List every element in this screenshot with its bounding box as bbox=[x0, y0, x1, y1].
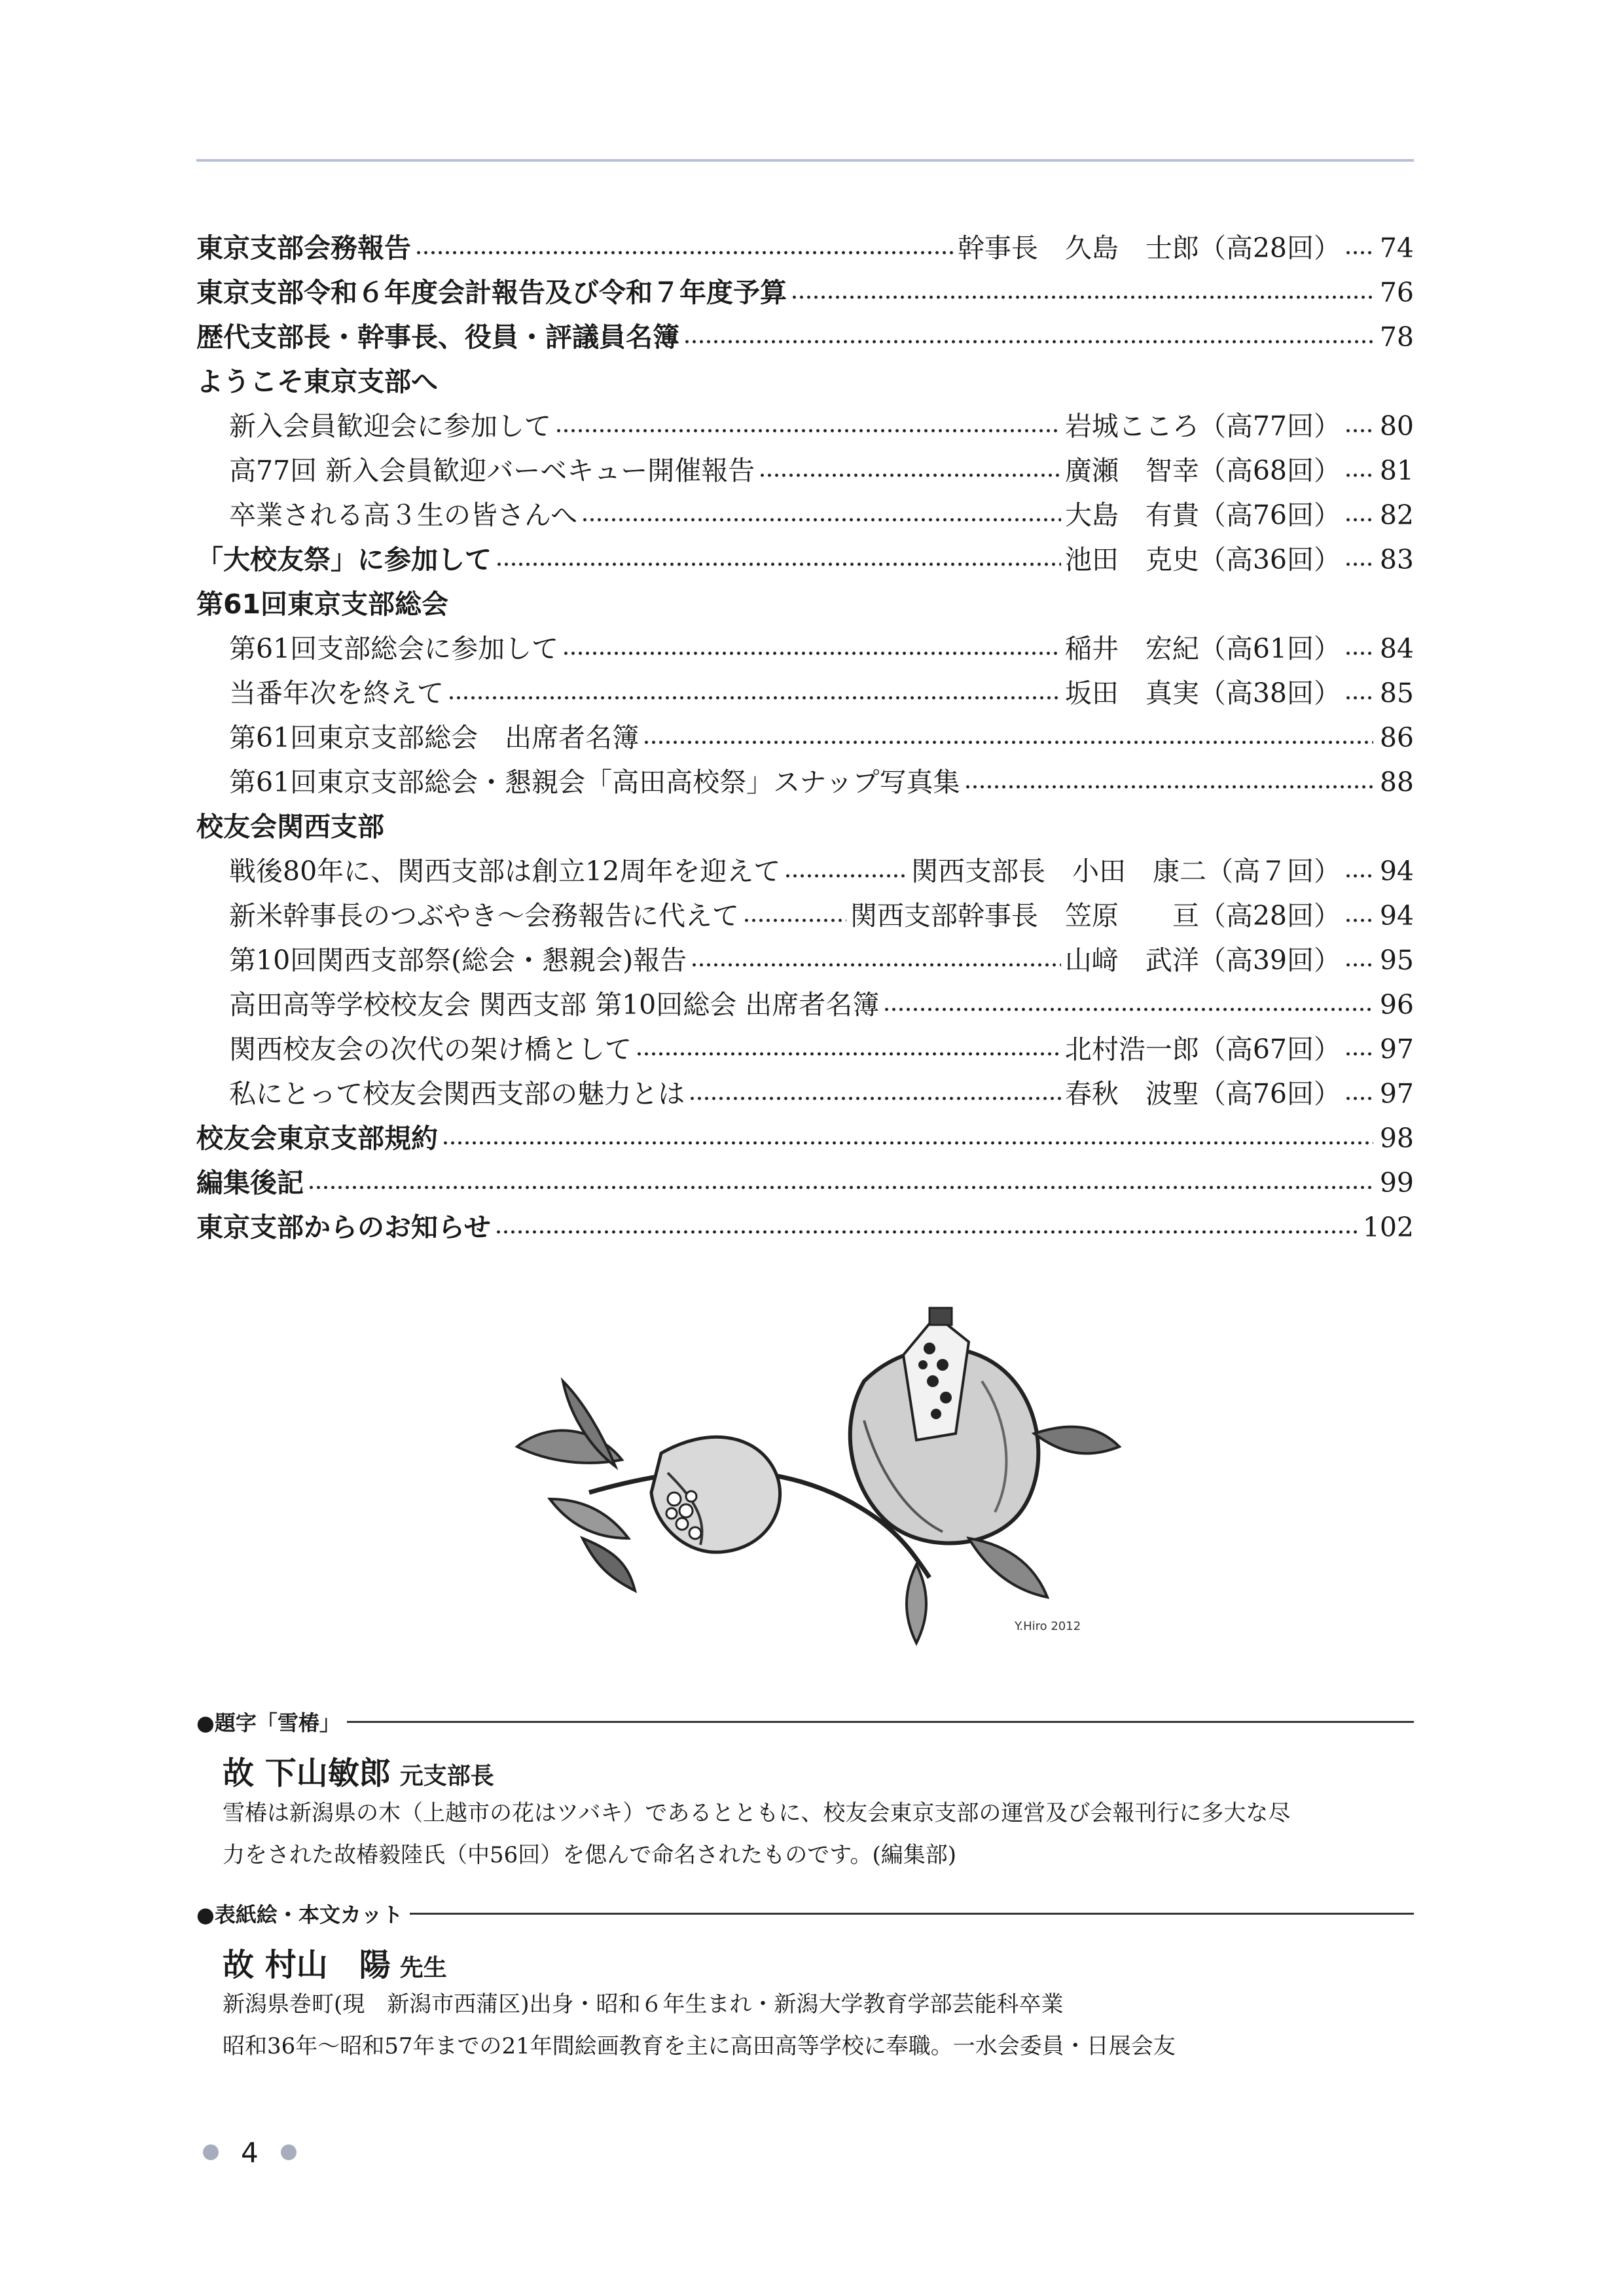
dot-leader bbox=[689, 1096, 1061, 1100]
dot-leader bbox=[555, 429, 1061, 433]
toc-entry-title: 関西校友会の次代の架け橋として bbox=[229, 1034, 632, 1065]
toc-entry-title: 第61回東京支部総会・懇親会「高田高校祭」スナップ写真集 bbox=[229, 767, 960, 798]
toc-entry-author: 春秋 波聖（高76回） bbox=[1064, 1078, 1341, 1110]
toc-entry-title: 第10回関西支部祭(総会・懇親会)報告 bbox=[229, 945, 687, 976]
toc-entry bbox=[196, 626, 1414, 671]
toc-entry bbox=[196, 849, 1414, 894]
dot-leader bbox=[415, 251, 954, 255]
person-role: 先生 bbox=[399, 1955, 447, 1981]
toc-entry bbox=[196, 1027, 1414, 1072]
dot-leader bbox=[691, 963, 1061, 967]
dot-leader bbox=[1344, 562, 1373, 566]
dot-leader bbox=[1344, 518, 1373, 522]
toc-entry-page: 99 bbox=[1379, 1167, 1414, 1199]
note-line: 新潟県巻町(現 新潟市西蒲区)出身・昭和６年生まれ・新潟大学教育学部芸能科卒業 bbox=[223, 1991, 1064, 2017]
toc-entry bbox=[196, 359, 1414, 404]
toc-entry bbox=[196, 1205, 1414, 1250]
toc-entry bbox=[196, 1161, 1414, 1205]
toc-entry bbox=[196, 537, 1414, 582]
toc-entry-title: 新入会員歓迎会に参加して bbox=[229, 410, 551, 442]
dot-leader bbox=[1344, 696, 1373, 700]
toc-entry-title: 戦後80年に、関西支部は創立12周年を迎えて bbox=[229, 856, 781, 887]
person-cover bbox=[223, 1940, 447, 1983]
page-number: 4 bbox=[241, 2136, 259, 2169]
toc-entry bbox=[196, 938, 1414, 983]
toc-entry-title: 新米幹事長のつぶやき～会務報告に代えて bbox=[229, 900, 739, 931]
toc-entry bbox=[196, 715, 1414, 760]
toc-entry-title: 校友会関西支部 bbox=[196, 811, 384, 842]
dot-leader bbox=[636, 1052, 1061, 1056]
toc-entry bbox=[196, 315, 1414, 359]
toc-entry-page: 78 bbox=[1379, 321, 1414, 353]
note-heading-text: ●題字「雪椿」 bbox=[196, 1710, 340, 1735]
note-heading-cover bbox=[196, 1897, 1414, 1930]
page-footer bbox=[203, 2133, 297, 2172]
toc-entry-title: 第61回支部総会に参加して bbox=[229, 633, 559, 664]
toc-entry bbox=[196, 1072, 1414, 1116]
toc-entry-author: 坂田 真実（高38回） bbox=[1064, 678, 1341, 709]
toc-entry-title: 歴代支部長・幹事長、役員・評議員名簿 bbox=[196, 321, 679, 353]
toc-entry-page: 96 bbox=[1379, 989, 1414, 1021]
toc-entry-title: ようこそ東京支部へ bbox=[196, 366, 438, 397]
dot-leader bbox=[1344, 473, 1373, 477]
dot-leader bbox=[964, 785, 1373, 789]
dot-leader bbox=[759, 473, 1061, 477]
note-heading-text: ●表紙絵・本文カット bbox=[196, 1902, 403, 1927]
dot-leader bbox=[562, 651, 1061, 655]
dot-leader bbox=[683, 340, 1373, 344]
toc-entry-author: 幹事長 久島 士郎（高28回） bbox=[957, 232, 1341, 264]
toc-entry-page: 80 bbox=[1379, 410, 1414, 442]
svg-text:Y.Hiro 2012: Y.Hiro 2012 bbox=[1015, 1619, 1081, 1633]
toc-entry-title: 第61回東京支部総会 bbox=[196, 588, 449, 620]
note-line: 昭和36年～昭和57年までの21年間絵画教育を主に高田高等学校に奉職。一水会委員・日展会友 bbox=[223, 2033, 1176, 2059]
toc-entry-title: 東京支部からのお知らせ bbox=[196, 1212, 491, 1243]
toc-entry bbox=[196, 1116, 1414, 1161]
toc-entry-page: 81 bbox=[1379, 455, 1414, 486]
toc-entry-page: 85 bbox=[1379, 678, 1414, 709]
toc-entry-page: 102 bbox=[1362, 1212, 1414, 1243]
dot-leader bbox=[448, 696, 1061, 700]
toc-entry bbox=[196, 671, 1414, 715]
toc-entry-page: 97 bbox=[1379, 1078, 1414, 1110]
dot-leader bbox=[1344, 251, 1373, 255]
toc-entry bbox=[196, 582, 1414, 626]
toc-entry-page: 94 bbox=[1379, 900, 1414, 931]
note-line: 雪椿は新潟県の木（上越市の花はツバキ）であるとともに、校友会東京支部の運営及び会報刊行に多大な尽 bbox=[223, 1800, 1291, 1826]
dot-leader bbox=[643, 740, 1373, 744]
toc-entry-page: 76 bbox=[1379, 277, 1414, 308]
table-of-contents bbox=[196, 226, 1414, 1250]
heading-rule bbox=[347, 1721, 1414, 1723]
toc-entry bbox=[196, 448, 1414, 493]
toc-entry-page: 83 bbox=[1379, 544, 1414, 575]
toc-entry-title: 高77回 新入会員歓迎バーベキュー開催報告 bbox=[229, 455, 755, 486]
toc-entry-page: 82 bbox=[1379, 499, 1414, 531]
heading-rule bbox=[410, 1913, 1414, 1915]
person-role: 元支部長 bbox=[399, 1763, 494, 1790]
toc-entry-page: 95 bbox=[1379, 945, 1414, 976]
toc-entry bbox=[196, 983, 1414, 1027]
toc-entry-page: 97 bbox=[1379, 1034, 1414, 1065]
toc-entry-page: 88 bbox=[1379, 767, 1414, 798]
toc-entry bbox=[196, 226, 1414, 270]
toc-entry bbox=[196, 404, 1414, 448]
toc-entry bbox=[196, 804, 1414, 849]
dot-leader bbox=[495, 1230, 1359, 1234]
toc-entry-author: 山﨑 武洋（高39回） bbox=[1064, 945, 1341, 976]
dot-leader bbox=[743, 918, 846, 922]
dot-leader bbox=[1344, 963, 1373, 967]
dot-leader bbox=[791, 295, 1373, 299]
toc-entry-author: 関西支部長 小田 康二（高７回） bbox=[911, 856, 1341, 887]
dot-leader bbox=[581, 518, 1061, 522]
toc-entry-title: 編集後記 bbox=[196, 1167, 304, 1199]
toc-entry-page: 86 bbox=[1379, 722, 1414, 753]
toc-entry bbox=[196, 270, 1414, 315]
pomegranate-sketch-icon bbox=[511, 1303, 1139, 1669]
dot-leader bbox=[1344, 651, 1373, 655]
note-text-cover bbox=[223, 1983, 1420, 2067]
toc-entry-page: 74 bbox=[1379, 232, 1414, 264]
dot-leader bbox=[308, 1185, 1373, 1189]
toc-entry bbox=[196, 760, 1414, 804]
top-rule bbox=[196, 159, 1414, 162]
dot-leader bbox=[883, 1007, 1373, 1011]
person-name: 故 下山敏郎 bbox=[223, 1755, 391, 1792]
note-text-title-char bbox=[223, 1792, 1420, 1876]
toc-entry-title: 卒業される高３生の皆さんへ bbox=[229, 499, 578, 531]
toc-entry bbox=[196, 894, 1414, 938]
dot-leader bbox=[1344, 918, 1373, 922]
note-line: 力をされた故椿毅陸氏（中56回）を偲んで命名されたものです。(編集部) bbox=[223, 1842, 957, 1868]
dot-leader bbox=[1344, 874, 1373, 878]
toc-entry-page: 98 bbox=[1379, 1123, 1414, 1154]
person-name: 故 村山 陽 bbox=[223, 1947, 391, 1983]
toc-entry-author: 岩城こころ（高77回） bbox=[1064, 410, 1341, 442]
toc-entry-title: 東京支部令和６年度会計報告及び令和７年度予算 bbox=[196, 277, 787, 308]
toc-entry-title: 第61回東京支部総会 出席者名簿 bbox=[229, 722, 640, 753]
dot-leader bbox=[496, 562, 1061, 566]
toc-entry-page: 94 bbox=[1379, 856, 1414, 887]
toc-entry-title: 私にとって校友会関西支部の魅力とは bbox=[229, 1078, 685, 1110]
toc-entry-author: 廣瀬 智幸（高68回） bbox=[1064, 455, 1341, 486]
person-title-char bbox=[223, 1748, 494, 1791]
dot-leader bbox=[1344, 1052, 1373, 1056]
dot-leader bbox=[1344, 1096, 1373, 1100]
toc-entry-title: 「大校友祭」に参加して bbox=[196, 544, 492, 575]
toc-entry bbox=[196, 493, 1414, 537]
toc-entry-title: 高田高等学校校友会 関西支部 第10回総会 出席者名簿 bbox=[229, 989, 880, 1021]
toc-entry-title: 当番年次を終えて bbox=[229, 678, 444, 709]
toc-entry-author: 大島 有貴（高76回） bbox=[1064, 499, 1341, 531]
note-heading-title-char bbox=[196, 1705, 1414, 1738]
toc-entry-author: 北村浩一郎（高67回） bbox=[1064, 1034, 1341, 1065]
toc-entry-author: 稲井 宏紀（高61回） bbox=[1064, 633, 1341, 664]
toc-entry-page: 84 bbox=[1379, 633, 1414, 664]
dot-leader bbox=[1344, 429, 1373, 433]
footer-dot-left bbox=[203, 2144, 219, 2160]
toc-entry-author: 関西支部幹事長 笠原 亘（高28回） bbox=[850, 900, 1341, 931]
dot-leader bbox=[442, 1141, 1373, 1145]
footer-dot-right bbox=[281, 2144, 297, 2160]
toc-entry-title: 校友会東京支部規約 bbox=[196, 1123, 438, 1154]
dot-leader bbox=[784, 874, 907, 878]
toc-entry-author: 池田 克史（高36回） bbox=[1064, 544, 1341, 575]
toc-entry-title: 東京支部会務報告 bbox=[196, 232, 411, 264]
